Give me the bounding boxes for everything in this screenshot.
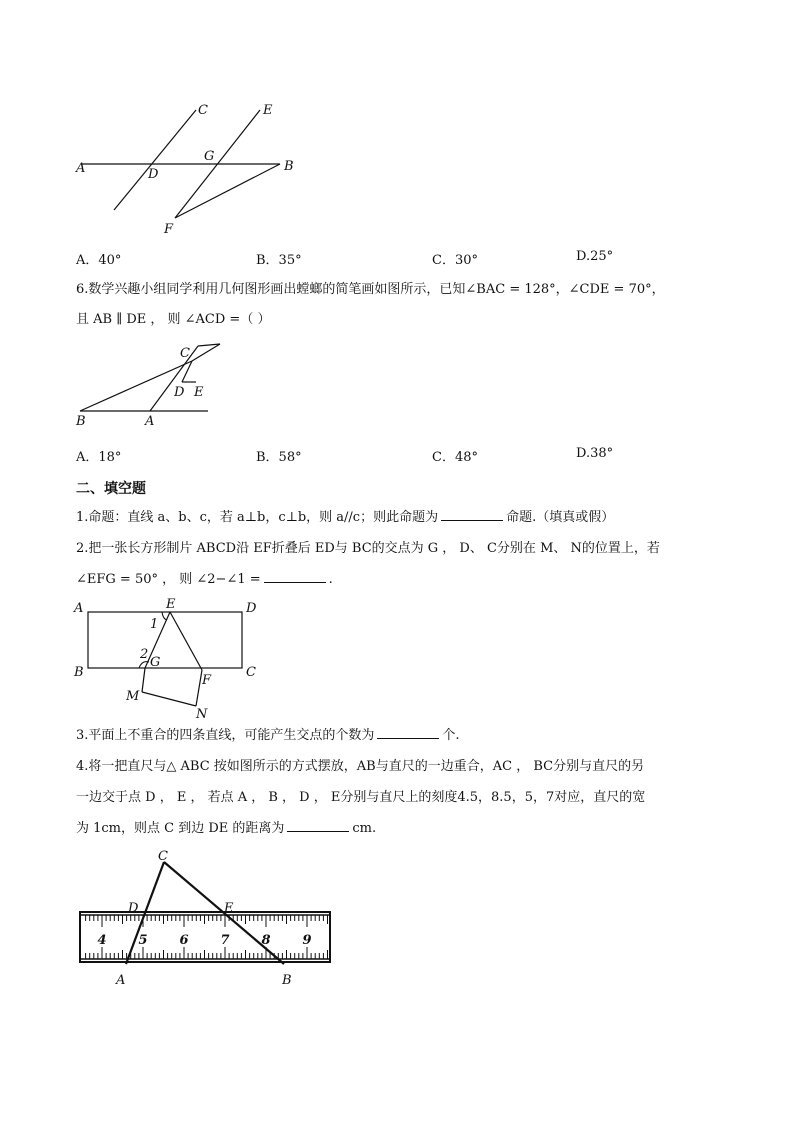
figure-q5 (70, 98, 330, 240)
line-mn (142, 692, 196, 706)
label-d: D (128, 901, 139, 916)
q5-option-d[interactable]: D.25° (576, 249, 614, 264)
f2-text-pre: ∠EFG = 50° ， 则 ∠2−∠1 = (76, 572, 261, 587)
ruler-number: 8 (261, 933, 271, 948)
f1-answer-blank[interactable] (441, 508, 503, 521)
ruler-number: 5 (138, 933, 148, 948)
section-title-fill-in: 二、填空题 (76, 481, 146, 497)
figure-q6 (70, 336, 240, 432)
f2-text-post: . (328, 572, 333, 587)
label-f: F (202, 673, 212, 688)
label-e: E (166, 597, 176, 612)
f2-answer-blank[interactable] (264, 570, 326, 583)
f3-text-post: 个. (442, 728, 460, 743)
f4-text-line1: 4.将一把直尺与△ ABC 按如图所示的方式摆放，AB与直尺的一边重合，AC ， BC分别与直尺的另 (76, 759, 645, 774)
f4-text-line2: 一边交于点 D ， E ， 若点 A ， B ， D ， E分别与直尺上的刻度4.5，8.5，5，7对应，直尺的宽 (76, 790, 646, 805)
label-e: E (263, 103, 273, 118)
label-a: A (116, 973, 126, 988)
label-a: A (74, 601, 84, 616)
q5-option-c[interactable]: C．30° (432, 253, 478, 268)
label-c: C (246, 665, 256, 680)
figure-f2 (70, 596, 270, 722)
label-c: C (158, 849, 168, 864)
ruler-number: 7 (220, 933, 230, 948)
label-d: D (148, 167, 159, 182)
label-g: G (204, 149, 215, 164)
line-ef (170, 612, 202, 670)
label-angle-1: 1 (150, 617, 159, 632)
ruler (80, 912, 330, 962)
label-c: C (198, 103, 208, 118)
f4-text-pre: 为 1cm，则点 C 到边 DE 的距离为 (76, 821, 285, 836)
label-g: G (150, 655, 161, 670)
label-f: F (164, 222, 174, 237)
label-m: M (126, 689, 140, 704)
f1-question (76, 508, 614, 528)
f3-question (76, 726, 460, 746)
f4-question-line3 (76, 819, 376, 839)
q6-text-line1: 6.数学兴趣小组同学利用几何图形画出螳螂的简笔画如图所示，已知∠BAC = 128°，∠CDE = 70°， (76, 282, 665, 297)
ruler-number: 4 (97, 933, 107, 948)
line-fb (175, 164, 280, 218)
angle-1-arc (162, 612, 167, 620)
line-tail (192, 344, 220, 361)
rectangle-abcd (88, 612, 242, 668)
f3-text-pre: 3.平面上不重合的四条直线，可能产生交点的个数为 (76, 728, 375, 743)
f3-answer-blank[interactable] (377, 726, 439, 739)
label-e: E (224, 901, 234, 916)
label-a: A (76, 161, 86, 176)
label-b: B (282, 973, 292, 988)
f1-text-pre: 1.命题：直线 a、b、c，若 a⊥b，c⊥b，则 a//c；则此命题为 (76, 510, 439, 525)
label-angle-2: 2 (140, 647, 149, 662)
label-e: E (194, 385, 204, 400)
f4-text-post: cm. (352, 821, 377, 836)
label-b: B (284, 159, 294, 174)
figure-f4 (76, 846, 340, 996)
f1-text-post: 命题.（填真或假） (506, 510, 615, 525)
q6-option-a[interactable]: A．18° (76, 450, 122, 465)
label-b: B (74, 665, 84, 680)
line-ac (150, 346, 198, 411)
label-c: C (180, 346, 190, 361)
f2-question-line2 (76, 570, 333, 590)
label-b: B (76, 414, 86, 429)
f2-text-line1: 2.把一张长方形制片 ABCD沿 EF折叠后 ED与 BC的交点为 G ， D、 C分别在 M、 N的位置上，若 (76, 541, 660, 556)
line-cd (114, 110, 196, 210)
label-a: A (145, 414, 155, 429)
ruler-number: 6 (179, 933, 189, 948)
ruler-number: 9 (302, 933, 312, 948)
q6-option-c[interactable]: C．48° (432, 450, 478, 465)
label-d: D (246, 601, 257, 616)
q5-options (76, 249, 716, 269)
line-gm (142, 668, 145, 692)
label-n: N (196, 707, 208, 722)
q5-option-b[interactable]: B．35° (256, 253, 302, 268)
q5-option-a[interactable]: A．40° (76, 253, 122, 268)
q6-options (76, 446, 716, 466)
q6-option-b[interactable]: B．58° (256, 450, 302, 465)
f4-answer-blank[interactable] (287, 819, 349, 832)
q6-option-d[interactable]: D.38° (576, 446, 614, 461)
label-d: D (174, 385, 185, 400)
q6-text-line2: 且 AB ∥ DE ， 则 ∠ACD =（ ） (76, 312, 271, 327)
